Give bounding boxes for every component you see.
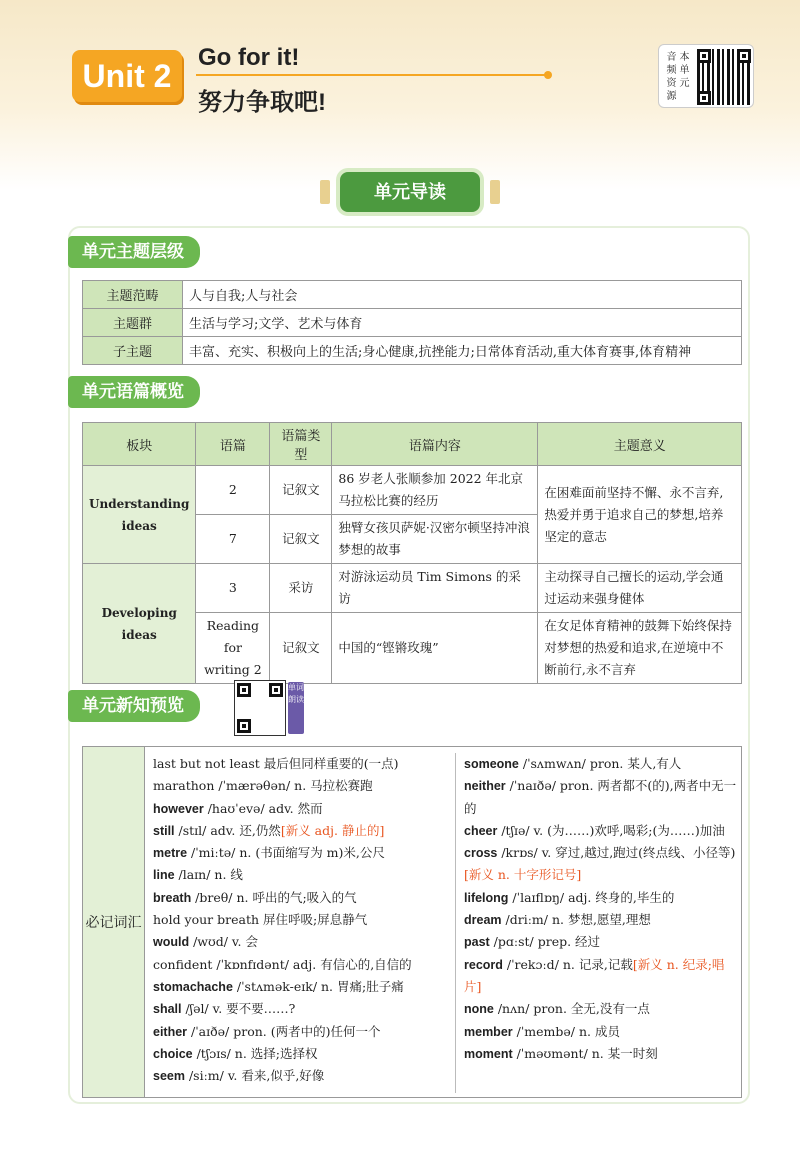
vocab-entry [464,820,739,842]
theme-table [82,280,742,365]
vocab-entry [153,864,449,886]
vocab-definition: /siːm/ v. 看来,似乎,好像 [184,1068,325,1084]
vocab-word: moment [464,1046,513,1061]
vocab-entry [153,775,449,797]
table-row: 主题群 生活与学习;文学、艺术与体育 [83,309,742,337]
vocab-entry [464,1043,739,1065]
vocabulary-box [82,746,742,1098]
vocab-entry [153,842,449,864]
vocab-entry [464,954,739,999]
vocab-word: still [153,823,175,838]
tag-text-overview: 单元语篇概览 [68,376,200,408]
vocab-definition: /driːm/ n. 梦想,愿望,理想 [501,912,651,928]
vocab-definition: marathon /ˈmærəθən/ n. 马拉松赛跑 [153,778,373,794]
vocab-word: cross [464,846,498,861]
vocab-definition: /pɑːst/ prep. 经过 [489,934,601,950]
header [0,0,800,140]
vocab-definition: /tʃɔɪs/ n. 选择;选择权 [192,1045,318,1061]
vocab-entry [153,1043,449,1065]
vocab-word: seem [153,1069,185,1084]
vocab-word: none [464,1002,494,1017]
vocab-column-right [455,753,739,1093]
vocab-definition: /ˈsʌmwʌn/ pron. 某人,有人 [518,756,682,771]
vocab-entry [153,887,449,909]
table-row: 子主题 丰富、充实、积极向上的生活;身心健康,抗挫能力;日常体育活动,重大体育赛事,体育精神 [83,337,742,365]
vocab-entry [153,909,449,931]
vocab-entry [153,1065,449,1087]
vocab-word: cheer [464,823,498,838]
vocab-word: either [153,1024,188,1039]
tag-theme-levels: 单元主题层级 [68,236,200,268]
vocab-definition: confident /ˈkɒnfɪdənt/ adj. 有信心的,自信的 [153,956,412,972]
vocab-definition: hold your breath 屏住呼吸;屏息静气 [153,912,368,928]
vocab-entry [153,976,449,998]
vocab-definition: last but not least 最后但同样重要的(一点) [153,756,399,771]
table-row: 主题范畴 人与自我;人与社会 [83,281,742,309]
vocab-word: record [464,957,503,972]
tag-new-knowledge: 单元新知预览 [68,690,200,722]
vocab-definition: /ʃəl/ v. 要不要……? [181,1001,296,1017]
audio-label: 音 本 频 单 资 元 源 [666,52,690,102]
vocab-label: 必记词汇 [83,747,145,1097]
vocab-word: shall [153,1002,182,1017]
vocab-word: however [153,801,204,816]
title-english: Go for it! [198,44,300,71]
vocab-definition: /ˈaɪðə/ pron. (两者中的)任何一个 [187,1023,381,1039]
vocab-new-meaning: [新义 adj. 静止的] [280,822,385,838]
vocab-definition: /ˈrekɔːd/ n. 记录,记载 [502,956,633,972]
vocab-reading-tag[interactable]: 单词朗读 [288,682,304,734]
vocab-entry [153,753,449,775]
vocab-word: dream [464,913,502,928]
vocab-definition: /ˈstʌmək-eɪk/ n. 胃痛;肚子痛 [232,978,404,994]
vocab-definition: /ˈnaɪðə/ pron. 两者都不(的),两者中无一的 [464,778,737,816]
vocab-word: member [464,1024,513,1039]
table-row: 7 记叙文 独臂女孩贝萨妮·汉密尔顿坚持冲浪梦想的故事 [83,515,742,564]
vocab-word: lifelong [464,890,509,905]
vocab-definition: /wʊd/ v. 会 [189,934,258,950]
vocab-definition: /stɪl/ adv. 还,仍然 [174,822,281,838]
table-row: Understanding ideas 2 记叙文 86 岁老人张顺参加 2022 年北京马拉松比赛的经历 在困难面前坚持不懈、永不言弃,热爱并勇于追求自己的梦想,培养坚定的意志 [83,466,742,515]
vocab-word: would [153,935,190,950]
vocab-definition: /ˈlaɪflɒŋ/ adj. 终身的,毕生的 [508,889,675,905]
vocab-definition: /haʊˈevə/ adv. 然而 [203,800,323,816]
vocab-word: line [153,868,175,883]
vocab-entry [464,998,739,1020]
qr-code-icon[interactable] [697,49,751,105]
vocab-entry [464,909,739,931]
vocab-entry [464,775,739,820]
vocab-word: someone [464,757,519,771]
vocab-qr-code-icon[interactable] [234,680,286,736]
title-chinese: 努力争取吧! [198,89,326,116]
vocab-entry [153,954,449,976]
vocab-word: choice [153,1046,193,1061]
vocab-entry [153,1021,449,1043]
vocab-entry [464,1021,739,1043]
vocab-entry [153,820,449,842]
title-divider [196,74,546,76]
vocab-entry [464,842,739,887]
section-banner: 单元导读 [340,172,480,212]
audio-resource-box[interactable] [658,44,754,108]
vocab-word: breath [153,890,192,905]
vocab-definition: /krɒs/ v. 穿过,越过,跑过(终点线、小径等) [497,845,736,861]
unit-badge: Unit 2 [72,50,182,102]
table-row: Developing ideas 3 采访 对游泳运动员 Tim Simons 的采访 主动探寻自己擅长的运动,学会通过运动来强身健体 [83,564,742,613]
vocab-new-meaning: [新义 n. 纪录;唱片] [464,956,725,994]
vocab-entry [153,998,449,1020]
vocab-entry [153,798,449,820]
vocab-definition: /ˈməʊmənt/ n. 某一时刻 [512,1045,658,1061]
vocab-word: neither [464,779,506,794]
vocab-entry [464,931,739,953]
table-header-row: 板块 语篇 语篇类型 语篇内容 主题意义 [83,423,742,466]
vocab-word: metre [153,846,188,861]
vocab-column-left [153,753,449,1087]
vocab-definition: /laɪn/ n. 线 [174,867,243,883]
vocab-word: stomachache [153,979,233,994]
vocab-entry [153,931,449,953]
vocab-definition: /ˈmembə/ n. 成员 [512,1023,620,1039]
text-overview-table [82,422,742,684]
vocab-entry [464,753,739,775]
vocab-definition: /nʌn/ pron. 全无,没有一点 [493,1001,650,1017]
vocab-word: past [464,935,490,950]
table-row: Reading for writing 2 记叙文 中国的“铿锵玫瑰” 在女足体育精神的鼓舞下始终保持对梦想的热爱和追求,在逆境中不断前行,永不言弃 [83,613,742,684]
vocab-definition: /ˈmiːtə/ n. (书面缩写为 m)米,公尺 [187,845,385,861]
vocab-definition: /breθ/ n. 呼出的气;吸入的气 [191,889,357,905]
vocab-entry [464,887,739,909]
vocab-definition: /tʃɪə/ v. (为……)欢呼,喝彩;(为……)加油 [497,822,725,838]
vocab-new-meaning: [新义 n. 十字形记号] [464,867,582,883]
